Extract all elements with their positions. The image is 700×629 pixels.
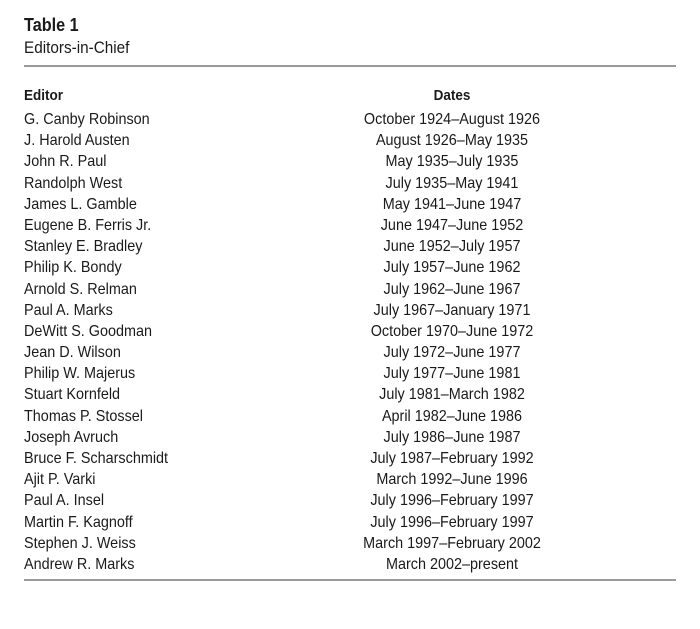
editor-dates: July 1981–March 1982 [379, 386, 525, 404]
editor-name: Stephen J. Weiss [24, 534, 136, 552]
table-row [24, 533, 676, 554]
table-row [24, 469, 676, 490]
table-row [24, 363, 676, 384]
table-caption: Editors-in-Chief [24, 38, 130, 57]
table-row [24, 490, 676, 511]
table-row [24, 321, 676, 342]
table-row [24, 342, 676, 363]
editors-table-page [24, 14, 676, 575]
editor-name: Stuart Kornfeld [24, 386, 121, 404]
table-row [24, 554, 676, 575]
editor-dates: July 1977–June 1981 [383, 365, 521, 383]
editor-dates: April 1982–June 1986 [381, 407, 523, 425]
editor-dates: July 1996–February 1997 [370, 513, 534, 531]
editor-name: Philip W. Majerus [24, 365, 136, 383]
editor-dates: July 1957–June 1962 [383, 259, 521, 277]
editor-dates: July 1967–January 1971 [373, 301, 531, 319]
table-row [24, 215, 676, 236]
editor-name: Stanley E. Bradley [24, 238, 143, 256]
editor-name: Eugene B. Ferris Jr. [24, 216, 152, 234]
table-row [24, 448, 676, 469]
table-row [24, 257, 676, 278]
editor-name: G. Canby Robinson [24, 111, 150, 128]
editor-dates: March 1997–February 2002 [363, 534, 541, 552]
editor-dates: October 1970–June 1972 [370, 322, 534, 340]
editor-dates: June 1947–June 1952 [380, 216, 524, 234]
table-row [24, 512, 676, 533]
editor-dates: May 1941–June 1947 [382, 195, 522, 213]
editor-name: James L. Gamble [24, 195, 137, 213]
table-row [24, 300, 676, 321]
table-row [24, 236, 676, 257]
editor-dates: July 1962–June 1967 [383, 280, 521, 298]
bottom-rule [24, 579, 676, 581]
editor-name: John R. Paul [24, 153, 107, 171]
table-row [24, 384, 676, 405]
editor-name: Joseph Avruch [24, 428, 119, 446]
editor-dates: August 1926–May 1935 [375, 132, 529, 150]
editor-name: Paul A. Marks [24, 301, 113, 319]
editor-name: Andrew R. Marks [24, 555, 135, 573]
table-body [24, 109, 676, 575]
editor-name: J. Harold Austen [24, 132, 130, 150]
editor-name: Bruce F. Scharschmidt [24, 450, 169, 467]
editor-name: Jean D. Wilson [24, 344, 121, 362]
editor-dates: March 2002–present [385, 555, 519, 573]
editor-dates: May 1935–July 1935 [385, 153, 519, 171]
editor-name: DeWitt S. Goodman [24, 322, 153, 340]
editor-name: Arnold S. Relman [24, 280, 137, 298]
editor-dates: July 1996–February 1997 [370, 492, 534, 510]
table-header-row [24, 87, 676, 109]
editor-dates: July 1972–June 1977 [383, 344, 521, 362]
header-editor: Editor [24, 87, 64, 104]
table-row [24, 130, 676, 151]
table-row [24, 279, 676, 300]
top-rule [24, 65, 676, 67]
table-row [24, 427, 676, 448]
editor-dates: October 1924–August 1926 [363, 111, 541, 128]
editor-dates: July 1986–June 1987 [383, 428, 521, 446]
table-row [24, 406, 676, 427]
editor-name: Thomas P. Stossel [24, 407, 143, 425]
table-label: Table 1 [24, 15, 79, 35]
editor-name: Ajit P. Varki [24, 471, 96, 489]
editor-name: Paul A. Insel [24, 492, 105, 510]
table-row [24, 173, 676, 194]
editor-name: Randolph West [24, 174, 123, 192]
editor-dates: March 1992–June 1996 [376, 471, 528, 489]
editor-dates: June 1952–July 1957 [383, 238, 521, 256]
editor-dates: July 1935–May 1941 [385, 174, 519, 192]
editor-name: Philip K. Bondy [24, 259, 122, 277]
table-row [24, 194, 676, 215]
table-row [24, 151, 676, 172]
header-dates: Dates [433, 87, 471, 104]
editor-name: Martin F. Kagnoff [24, 513, 133, 531]
editor-dates: July 1987–February 1992 [370, 450, 534, 467]
table-row [24, 109, 676, 130]
